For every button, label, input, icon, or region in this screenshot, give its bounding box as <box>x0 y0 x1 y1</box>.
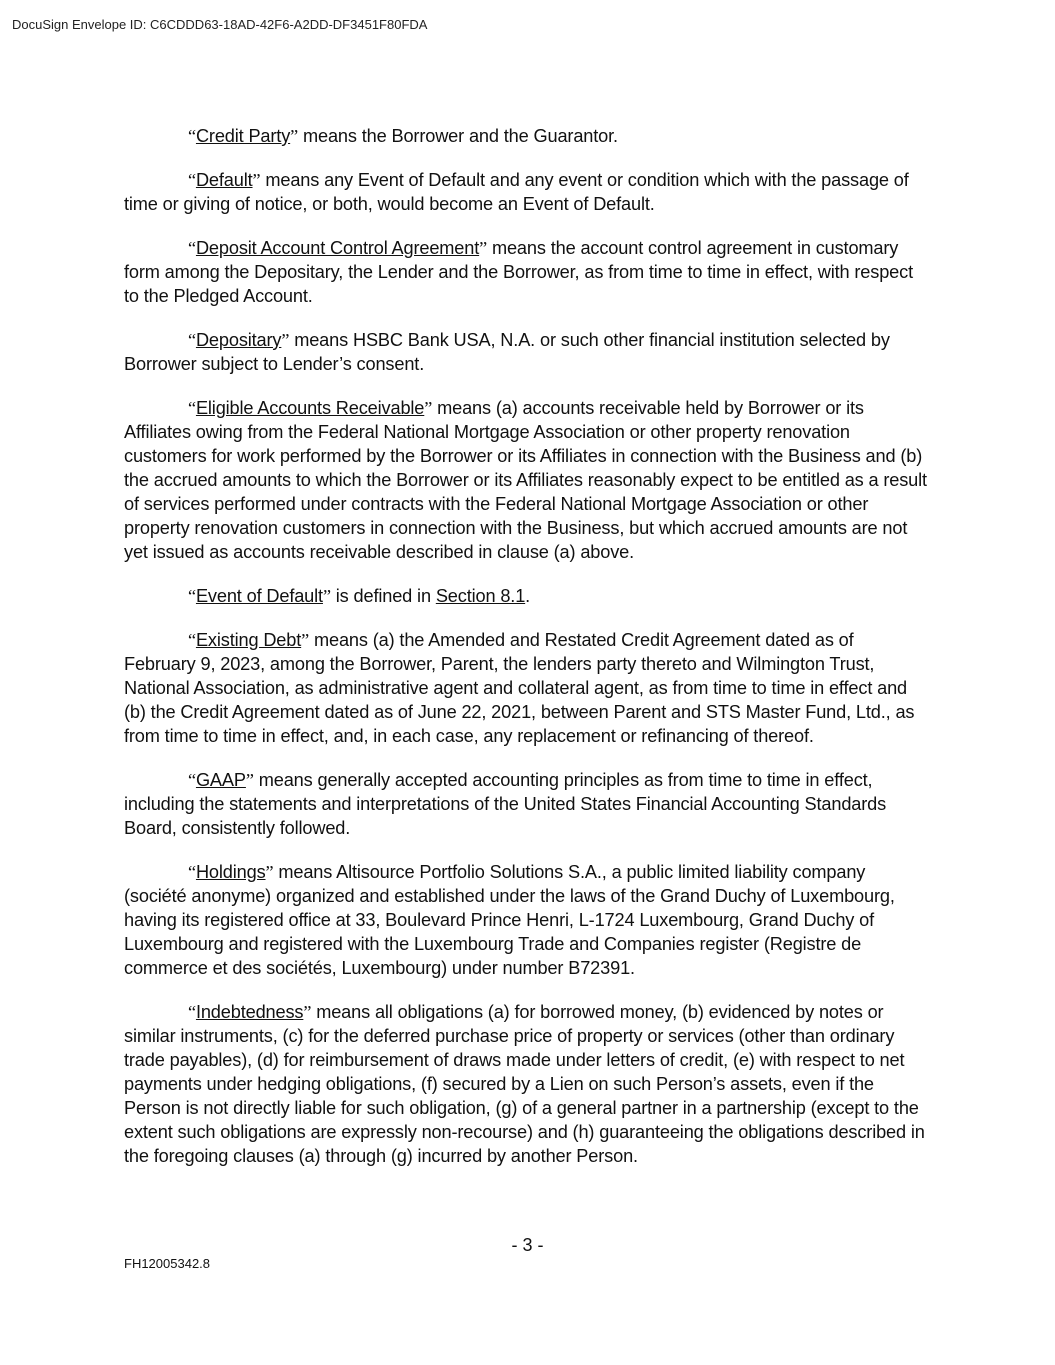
defined-term: Event of Default <box>195 586 323 606</box>
definition-depositary <box>124 328 930 376</box>
definition-text: is defined in <box>330 586 436 606</box>
close-quote: ” <box>424 398 433 418</box>
definition-indebtedness <box>124 1000 930 1168</box>
envelope-id: DocuSign Envelope ID: C6CDDD63-18AD-42F6-A2DD-DF3451F80FDA <box>12 17 428 32</box>
open-quote: “ <box>188 330 196 350</box>
definition-credit-party <box>124 124 930 148</box>
open-quote: “ <box>188 586 196 606</box>
close-quote: ” <box>290 126 299 146</box>
page-number: - 3 - <box>511 1235 544 1255</box>
definition-text: means the account control agreement in customary form among the Depositary, the Lender and the Borrower, as from time to time in effect, with respect to the Pledged Account. <box>124 238 913 306</box>
defined-term: Default <box>195 170 253 190</box>
definition-tail: . <box>525 586 531 606</box>
defined-term: Indebtedness <box>195 1002 304 1022</box>
defined-term: GAAP <box>195 770 246 790</box>
definition-holdings <box>124 860 930 980</box>
definition-text: means generally accepted accounting principles as from time to time in effect, including the statements and interpretations of the United States Financial Accounting Standards Board, consistently followed. <box>124 770 887 838</box>
definition-text: means (a) the Amended and Restated Credit Agreement dated as of February 9, 2023, among the Borrower, Parent, the lenders party thereto and Wilmington Trust, National Association, as administrative agent and collateral agent, as from time to time in effect and (b) the Credit Agreement dated as of June 22, 2021, between Parent and STS Master Fund, Ltd., as from time to time in effect, and, in each case, any replacement or refinancing of thereof. <box>124 630 915 746</box>
open-quote: “ <box>188 1002 196 1022</box>
definitions-list <box>124 124 930 1188</box>
defined-term: Credit Party <box>195 126 291 146</box>
definition-existing-debt <box>124 628 930 748</box>
defined-term: Deposit Account Control Agreement <box>195 238 480 258</box>
close-quote: ” <box>303 1002 312 1022</box>
open-quote: “ <box>188 630 196 650</box>
section-reference: Section 8.1 <box>435 586 526 606</box>
open-quote: “ <box>188 770 196 790</box>
open-quote: “ <box>188 170 196 190</box>
close-quote: ” <box>245 770 254 790</box>
definition-text: means HSBC Bank USA, N.A. or such other financial institution selected by Borrower subject to Lender’s consent. <box>124 330 890 374</box>
definition-text: means all obligations (a) for borrowed money, (b) evidenced by notes or similar instruments, (c) for the deferred purchase price of property or services (other than ordinary trade payables), (d) for reimbursement of draws made under letters of credit, (e) with respect to net payments under hedging obligations, (f) secured by a Lien on such Person’s assets, even if the Person is not directly liable for such obligation, (g) of a general partner in a partnership (except to the extent such obligations are expressly non-recourse) and (h) guaranteeing the obligations described in the foregoing clauses (a) through (g) incurred by another Person. <box>124 1002 925 1166</box>
definition-default <box>124 168 930 216</box>
close-quote: ” <box>322 586 331 606</box>
close-quote: ” <box>281 330 290 350</box>
close-quote: ” <box>479 238 488 258</box>
definition-eligible-accounts-receivable <box>124 396 930 564</box>
definition-deposit-account-control-agreement <box>124 236 930 308</box>
open-quote: “ <box>188 126 196 146</box>
open-quote: “ <box>188 398 196 418</box>
defined-term: Eligible Accounts Receivable <box>195 398 425 418</box>
document-id: FH12005342.8 <box>124 1256 211 1271</box>
definition-text: means any Event of Default and any event or condition which with the passage of time or giving of notice, or both, would become an Event of Default. <box>124 170 909 214</box>
close-quote: ” <box>252 170 261 190</box>
definition-text: means the Borrower and the Guarantor. <box>298 126 618 146</box>
close-quote: ” <box>265 862 274 882</box>
open-quote: “ <box>188 238 196 258</box>
open-quote: “ <box>188 862 196 882</box>
definition-gaap <box>124 768 930 840</box>
definition-text: means (a) accounts receivable held by Borrower or its Affiliates owing from the Federal National Mortgage Association or other property renovation customers for work performed by the Borrower or its Affiliates in connection with the Business and (b) the accrued amounts to which the Borrower or its Affiliates reasonably expect to be entitled as a result of services performed under contracts with the Federal National Mortgage Association or other property renovation customers in connection with the Business, but which accrued amounts are not yet issued as accounts receivable described in clause (a) above. <box>124 398 927 562</box>
defined-term: Depositary <box>195 330 282 350</box>
defined-term: Existing Debt <box>195 630 302 650</box>
definition-text: means Altisource Portfolio Solutions S.A., a public limited liability company (société anonyme) organized and established under the laws of the Grand Duchy of Luxembourg, having its registered office at 33, Boulevard Prince Henri, L-1724 Luxembourg, Grand Duchy of Luxembourg and registered with the Luxembourg Trade and Companies register (Registre de commerce et des sociétés, Luxembourg) under number B72391. <box>124 862 895 978</box>
definition-event-of-default <box>124 584 930 608</box>
close-quote: ” <box>301 630 310 650</box>
defined-term: Holdings <box>195 862 266 882</box>
